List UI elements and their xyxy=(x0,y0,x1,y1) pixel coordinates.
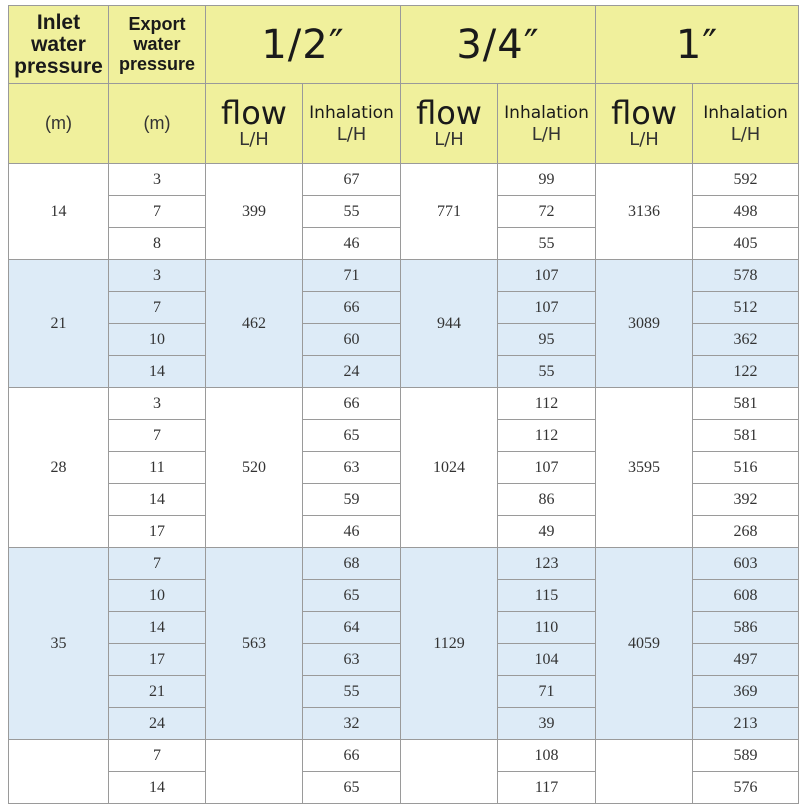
inhalation-cell: 49 xyxy=(498,516,596,548)
table-row xyxy=(9,548,799,580)
inhalation-cell: 392 xyxy=(693,484,799,516)
inhalation-cell: 110 xyxy=(498,612,596,644)
inhalation-cell: 581 xyxy=(693,420,799,452)
inhalation-cell: 516 xyxy=(693,452,799,484)
table-body xyxy=(9,164,799,804)
inhalation-cell: 589 xyxy=(693,740,799,772)
table-row xyxy=(9,164,799,196)
export-pressure-cell: 7 xyxy=(109,740,206,772)
inhalation-cell: 115 xyxy=(498,580,596,612)
export-pressure-cell: 7 xyxy=(109,292,206,324)
inhalation-cell: 59 xyxy=(303,484,401,516)
inhalation-cell: 123 xyxy=(498,548,596,580)
table-header xyxy=(9,6,799,164)
inhalation-cell: 72 xyxy=(498,196,596,228)
flow-header-three-quarter xyxy=(401,84,498,164)
inhalation-cell: 112 xyxy=(498,388,596,420)
inhalation-cell: 65 xyxy=(303,420,401,452)
export-pressure-cell: 3 xyxy=(109,388,206,420)
export-pressure-cell: 21 xyxy=(109,676,206,708)
inhalation-cell: 369 xyxy=(693,676,799,708)
inhalation-cell: 60 xyxy=(303,324,401,356)
inhalation-cell: 603 xyxy=(693,548,799,580)
inhalation-cell: 578 xyxy=(693,260,799,292)
inhalation-cell: 46 xyxy=(303,228,401,260)
inhalation-cell: 268 xyxy=(693,516,799,548)
inhalation-cell: 39 xyxy=(498,708,596,740)
inlet-pressure-cell xyxy=(9,740,109,804)
export-pressure-cell: 3 xyxy=(109,164,206,196)
table-row xyxy=(9,260,799,292)
inlet-unit: (m) xyxy=(9,84,109,164)
inhalation-unit: L/H xyxy=(531,124,562,145)
inhalation-cell: 32 xyxy=(303,708,401,740)
inlet-pressure-header xyxy=(9,6,109,84)
inhalation-cell: 66 xyxy=(303,388,401,420)
inhalation-label: Inhalation xyxy=(309,103,394,123)
inhalation-cell: 66 xyxy=(303,292,401,324)
size-header-three-quarter-inch: 3/4″ xyxy=(401,6,596,84)
flow-unit: L/H xyxy=(434,129,464,150)
pressure-flow-table xyxy=(8,5,799,804)
inhalation-cell: 112 xyxy=(498,420,596,452)
export-pressure-cell: 11 xyxy=(109,452,206,484)
export-pressure-cell: 17 xyxy=(109,516,206,548)
flow-cell: 399 xyxy=(206,164,303,260)
inlet-pressure-cell: 21 xyxy=(9,260,109,388)
inhalation-cell: 55 xyxy=(498,228,596,260)
flow-cell: 462 xyxy=(206,260,303,388)
inhalation-header-one-inch xyxy=(693,84,799,164)
flow-label: flow xyxy=(221,94,287,132)
inhalation-cell: 95 xyxy=(498,324,596,356)
flow-cell: 3136 xyxy=(596,164,693,260)
inhalation-cell: 592 xyxy=(693,164,799,196)
flow-unit: L/H xyxy=(629,129,659,150)
export-pressure-cell: 7 xyxy=(109,196,206,228)
inhalation-cell: 46 xyxy=(303,516,401,548)
export-pressure-cell: 14 xyxy=(109,772,206,804)
flow-cell: 1024 xyxy=(401,388,498,548)
inhalation-unit: L/H xyxy=(336,124,367,145)
inhalation-cell: 55 xyxy=(498,356,596,388)
table-row xyxy=(9,388,799,420)
flow-unit: L/H xyxy=(239,129,269,150)
export-pressure-header xyxy=(109,6,206,84)
flow-label: flow xyxy=(416,94,482,132)
inhalation-cell: 107 xyxy=(498,452,596,484)
inhalation-label: Inhalation xyxy=(703,103,788,123)
flow-label: flow xyxy=(611,94,677,132)
flow-cell: 3089 xyxy=(596,260,693,388)
inhalation-header-three-quarter xyxy=(498,84,596,164)
inhalation-cell: 66 xyxy=(303,740,401,772)
export-pressure-cell: 14 xyxy=(109,484,206,516)
export-pressure-cell: 17 xyxy=(109,644,206,676)
inhalation-cell: 55 xyxy=(303,196,401,228)
flow-cell: 3595 xyxy=(596,388,693,548)
export-pressure-cell: 14 xyxy=(109,356,206,388)
inhalation-cell: 63 xyxy=(303,452,401,484)
inhalation-cell: 512 xyxy=(693,292,799,324)
export-pressure-cell: 3 xyxy=(109,260,206,292)
inhalation-cell: 67 xyxy=(303,164,401,196)
inlet-pressure-cell: 28 xyxy=(9,388,109,548)
inhalation-cell: 117 xyxy=(498,772,596,804)
inhalation-cell: 55 xyxy=(303,676,401,708)
inhalation-cell: 581 xyxy=(693,388,799,420)
inhalation-label: Inhalation xyxy=(504,103,589,123)
inhalation-cell: 608 xyxy=(693,580,799,612)
inhalation-cell: 108 xyxy=(498,740,596,772)
flow-cell: 563 xyxy=(206,548,303,740)
flow-cell xyxy=(206,740,303,804)
inlet-pressure-cell: 35 xyxy=(9,548,109,740)
inhalation-cell: 107 xyxy=(498,292,596,324)
inhalation-cell: 63 xyxy=(303,644,401,676)
inhalation-cell: 99 xyxy=(498,164,596,196)
inhalation-cell: 122 xyxy=(693,356,799,388)
flow-cell: 944 xyxy=(401,260,498,388)
inhalation-cell: 576 xyxy=(693,772,799,804)
inhalation-cell: 405 xyxy=(693,228,799,260)
inhalation-cell: 65 xyxy=(303,580,401,612)
inlet-pressure-cell: 14 xyxy=(9,164,109,260)
inhalation-cell: 71 xyxy=(498,676,596,708)
export-pressure-cell: 24 xyxy=(109,708,206,740)
export-pressure-cell: 14 xyxy=(109,612,206,644)
inlet-pressure-label: Inlet water pressure xyxy=(14,10,103,78)
inhalation-cell: 586 xyxy=(693,612,799,644)
inhalation-cell: 65 xyxy=(303,772,401,804)
flow-cell: 771 xyxy=(401,164,498,260)
flow-cell: 520 xyxy=(206,388,303,548)
inhalation-cell: 86 xyxy=(498,484,596,516)
flow-cell xyxy=(596,740,693,804)
export-pressure-cell: 10 xyxy=(109,324,206,356)
inhalation-cell: 24 xyxy=(303,356,401,388)
inhalation-cell: 68 xyxy=(303,548,401,580)
table-row xyxy=(9,740,799,772)
size-header-half-inch: 1/2″ xyxy=(206,6,401,84)
inhalation-unit: L/H xyxy=(730,124,761,145)
flow-cell: 4059 xyxy=(596,548,693,740)
export-pressure-cell: 7 xyxy=(109,420,206,452)
inhalation-cell: 497 xyxy=(693,644,799,676)
inhalation-cell: 104 xyxy=(498,644,596,676)
flow-cell xyxy=(401,740,498,804)
size-header-one-inch: 1″ xyxy=(596,6,799,84)
export-pressure-cell: 8 xyxy=(109,228,206,260)
export-unit: (m) xyxy=(109,84,206,164)
export-pressure-cell: 10 xyxy=(109,580,206,612)
inhalation-cell: 362 xyxy=(693,324,799,356)
inhalation-cell: 213 xyxy=(693,708,799,740)
inhalation-cell: 498 xyxy=(693,196,799,228)
inhalation-cell: 64 xyxy=(303,612,401,644)
inhalation-cell: 71 xyxy=(303,260,401,292)
inhalation-header-half xyxy=(303,84,401,164)
flow-header-half xyxy=(206,84,303,164)
flow-header-one-inch xyxy=(596,84,693,164)
flow-cell: 1129 xyxy=(401,548,498,740)
inhalation-cell: 107 xyxy=(498,260,596,292)
export-pressure-label: Export water pressure xyxy=(118,13,196,74)
export-pressure-cell: 7 xyxy=(109,548,206,580)
